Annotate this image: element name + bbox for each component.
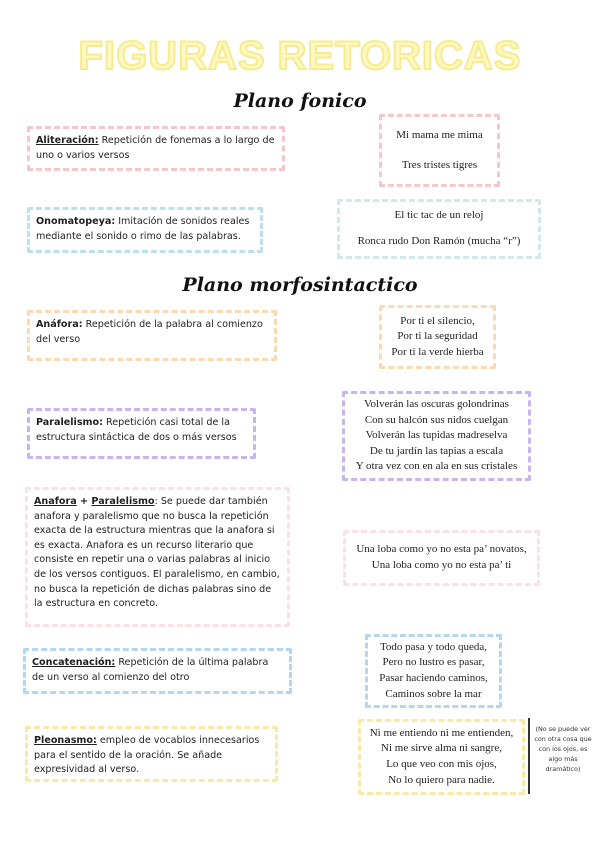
pleonasmo-example-line: Ni me sirve alma ni sangre, [381,742,502,755]
anafora-example-line: Por ti la verde hierba [391,345,484,358]
onomatopeya-example-box [337,199,541,259]
aliteracion-term: Aliteración: [36,135,99,146]
onomatopeya-term: Onomatopeya: [36,216,116,227]
onomatopeya-example-line: Ronca rudo Don Ramón (mucha “r”) [357,235,521,247]
paralelismo-term: Paralelismo [91,496,155,507]
anafora-paralelismo-example-line: Una loba como yo no esta pa’ novatos, [356,543,527,556]
divider-line [528,718,530,794]
aliteracion-example-box [379,114,500,187]
aliteracion-text: Repetición de fonemas a lo largo de uno o varios versos [36,135,275,161]
pleonasmo-text: empleo de vocablos innecesarios para el sentido de la oración. Se añade expresividad al verso. [34,735,260,776]
paralelismo-example-line: Volverán las tupidas madreselva [365,429,508,442]
anafora-paralelismo-example-line: Una loba como yo no esta pa’ ti [371,559,512,571]
anafora-example-line: Por ti el silencio, [400,314,475,327]
paralelismo-term: Paralelismo: [36,417,103,428]
paralelismo-example-line: Y otra vez con en ala en sus cristales [355,460,518,473]
pleonasmo-definition-box [25,726,278,782]
anafora-term: Anafora [34,496,77,507]
pleonasmo-example-box [358,719,525,795]
concatenacion-term: Concatenación: [32,657,116,668]
onomatopeya-example-line: El tic tac de un reloj [394,209,484,222]
concatenacion-definition-box [23,648,292,694]
paralelismo-text: Repetición casi total de la estructura sintáctica de dos o más versos [36,417,237,443]
concatenacion-example-line: Todo pasa y todo queda, [379,640,488,653]
anafora-definition-box [27,310,277,361]
aliteracion-definition-box [27,126,285,171]
paralelismo-definition-box [27,408,256,459]
concatenacion-example-box [365,634,502,708]
paralelismo-example-line: Con su halcón sus nidos cuelgan [364,413,509,426]
onomatopeya-definition-box [27,207,263,253]
paralelismo-example-box [342,391,531,481]
onomatopeya-text: Imitación de sonidos reales mediante el sonido o rimo de las palabras. [36,216,250,242]
concatenacion-example-line: Pasar haciendo caminos, [379,672,488,684]
anafora-text: Repetición de la palabra al comienzo del verso [36,319,263,345]
pleonasmo-example-line: Ni me entiendo ni me entienden, [369,726,514,739]
pleonasmo-example-line: Lo que veo con mis ojos, [386,758,497,770]
concatenacion-example-line: Pero no lustro es pasar, [382,656,485,669]
paralelismo-example-line: De tu jardín las tapias a escala [369,444,504,457]
anafora-paralelismo-definition-box [25,487,290,627]
paralelismo-example-line: Volverán las oscuras golondrinas [364,398,509,411]
anafora-example-line: Por ti la seguridad [397,330,478,343]
concatenacion-text: Repetición de la última palabra de un verso al comienzo del otro [32,657,269,683]
anafora-term: Anáfora: [36,319,83,330]
page-title: FIGURAS RETORICAS [78,34,522,78]
plus-sign: + [76,496,92,507]
pleonasmo-example-line: No lo quiero para nadie. [388,773,495,786]
anafora-paralelismo-text: : Se puede dar también anafora y paralelismo que no busca la repetición exacta de la estructura mientras que la anafora si es exacta. Anafora es un recurso literario que consiste en repetir una o varias palabras al inicio de los versos contiguos. El paralelismo, en cambio, no busca la repetición de dichas palabras sino de la estructura en concreto. [34,496,280,610]
anafora-example-box [379,305,496,369]
aliteracion-example-line: Mi mama me mima [396,128,483,141]
anafora-paralelismo-example-box [343,530,540,586]
section-heading-plano-fonico: Plano fonico [233,90,367,112]
section-heading-plano-morfosintactico: Plano morfosintactico [182,274,418,296]
aliteracion-example-line: Tres tristes tigres [401,158,478,171]
concatenacion-example-line: Caminos sobre la mar [385,687,482,700]
pleonasmo-term: Pleonasmo: [34,735,97,746]
pleonasmo-note: (No se puede ver con otra cosa que con los ojos, es algo más dramático) [534,725,592,773]
